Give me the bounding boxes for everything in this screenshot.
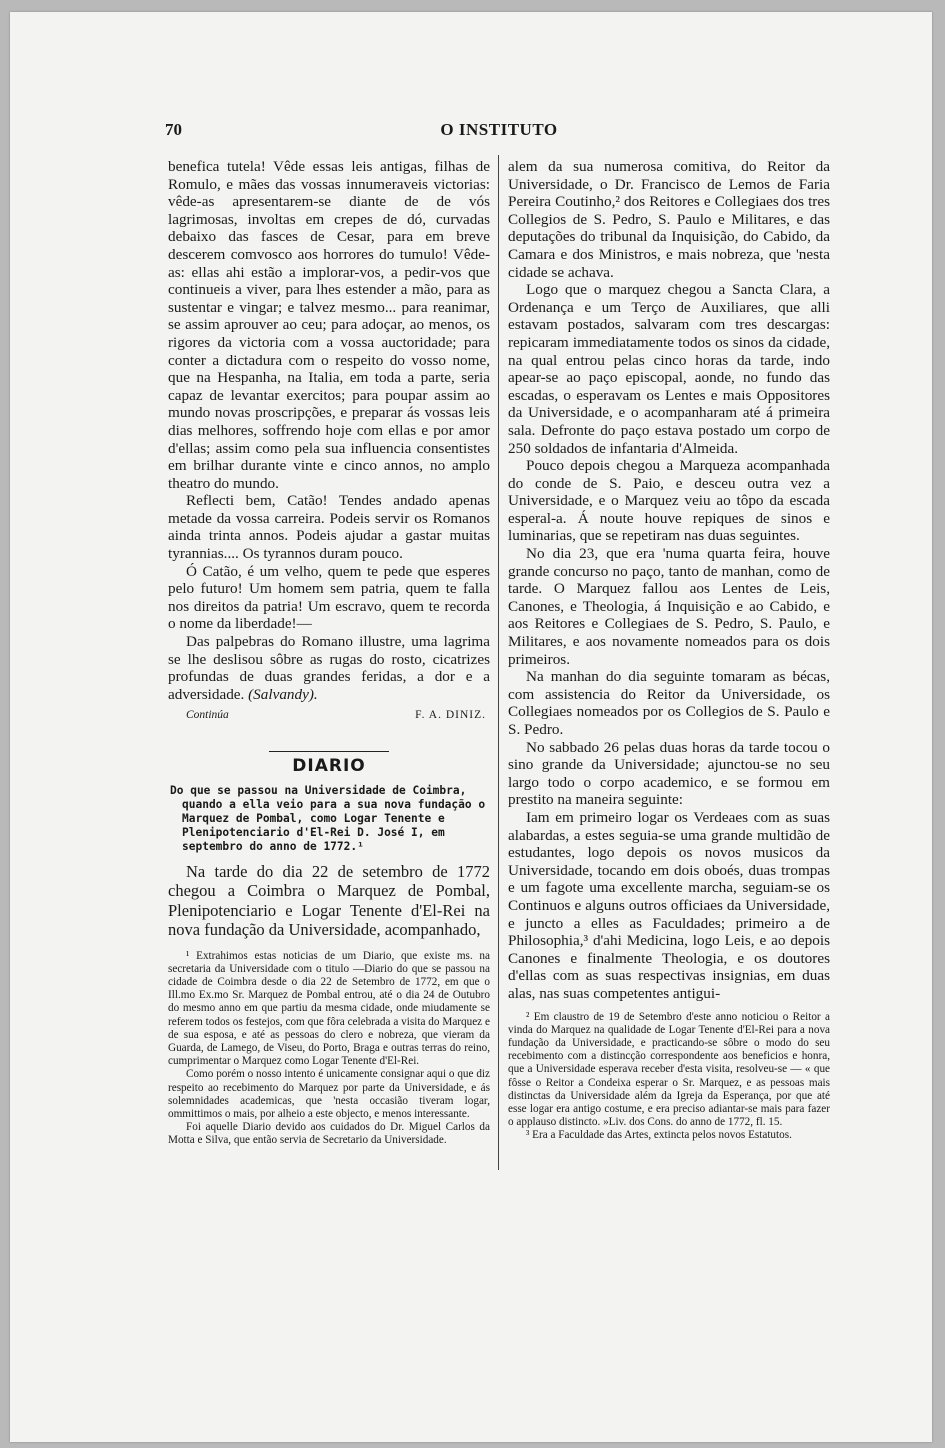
paragraph: benefica tutela! Vêde essas leis antigas, filhas de Romulo, e mães das vossas innumeraveis victorias: vêde-as apresentarem-se diante de de vós lagrimosas, involtas em crepes de dó, curvadas debaixo das fasces de Cesar, para em breve descerem comvosco aos horrores do tumulo! Vêde-as: ellas ahi estão a implorar-vos, a pedir-vos que continueis a viver, para lhes estender a mão, para as sustentar e vingar; e talvez mesmo... para reanimar, se assim aprouver ao ceu; para adoçar, ao menos, os rigores da victoria com a vossa auctoridade; para conter a dictadura com o respeito do vosso nome, que na Hespanha, na Italia, em toda a parte, seria capaz de levantar exercitos; para poupar assim ao mundo novas proscripções, e preparar ás vossas leis dias melhores, soffrendo hoje com ellas e por amor d'ellas; assim como pela sua influencia consentistes em brilhar durante vinte e cinco annos, no amplo theatro do mundo.	[168, 158, 490, 492]
journal-title: O INSTITUTO	[440, 120, 558, 139]
paragraph-text: Das palpebras do Romano illustre, uma lagrima se lhe deslisou sôbre as rugas do rosto, cicatrizes profundas de duas grandes feridas, a dor e a adversidade.	[168, 633, 490, 703]
footnote: ³ Era a Faculdade das Artes, extincta pelos novos Estatutos.	[526, 1129, 792, 1142]
footnotes-left	[168, 950, 490, 1148]
page-header	[165, 120, 833, 142]
paragraph: Iam em primeiro logar os Verdeaes com as suas alabardas, a estes seguia-se uma grande multidão de estudantes, logo depois os novos musicos da Universidade, tocando em dois oboés, duas trompas e um fagote uma excellente marcha, seguiam-se os Continuos e alguns outros officiaes da Universidade, e juncto a elles as Faculdades; primeiro a de Philosophia,³ d'ahi Medicina, logo Leis, e ao depois Canones e finalmente Theologia, e os doutores d'ellas com as suas respectivas insignias, em duas alas, nas suas competentes antigui-	[508, 808, 830, 1002]
paragraph: Pouco depois chegou a Marqueza acompanhada do conde de S. Paio, e desceu outra vez a Universidade, e o Marquez veiu ao tôpo da escada esperal-a. Á noute houve repiques de sinos e luminarias, que se repetiram nas duas seguintes.	[508, 457, 830, 545]
paragraph: No dia 23, que era 'numa quarta feira, houve grande concurso no paço, tanto de manhan, como de tarde. O Marquez fallou aos Lentes de Leis, Canones, e Theologia, á Inquisição e ao Cabido, e aos Reitores e Collegiaes de S. Pedro, S. Paulo, e Militares, e aos novamente nomeados para os dois primeiros.	[508, 545, 830, 668]
footnote: ² Em claustro de 19 de Setembro d'este anno noticiou o Reitor a vinda do Marquez na qualidade de Logar Tenente d'El-Rei para a nova fundação da Universidade, e practicando-se sôbre o modo do seu recebimento com a distincção correspondente aos beneficios e honra, que a Universidade esperava receber d'esta visita, resolveu-se — « que fôsse o Reitor a Condeixa esperar o Sr. Marquez, e as pessoas mais distinctas da Universidade além da Igreja da Esperança, por que até esse logar era antigo costume, e era preciso adiantar-se mais para fazer o applauso distincto. »Liv. dos Cons. do anno de 1772, fl. 15.	[508, 1010, 830, 1129]
paragraph: alem da sua numerosa comitiva, do Reitor da Universidade, o Dr. Francisco de Lemos de Faria Pereira Coutinho,² dos Reitores e Collegiaes dos tres Collegios de S. Pedro, S. Paulo e Militares, e das deputações do tribunal da Inquisição, do Cabido, da Camara e dos Ministros, e mais nobreza, que 'nesta cidade se achava.	[508, 158, 830, 281]
footnote: Como porém o nosso intento é unicamente consignar aqui o que diz respeito ao recebimento do Marquez por parte da Universidade, e ás solemnidades academicas, que 'nesta occasião tiveram logar, ommittimos o mais, por alheio a este objecto, e menos interessante.	[168, 1068, 490, 1121]
paragraph: Ó Catão, é um velho, quem te pede que esperes pelo futuro! Um homem sem patria, quem te falla nos direitos da patria! Um escravo, quem te recorda o nome da liberdade!—	[168, 562, 490, 633]
signature-line	[168, 707, 490, 725]
paragraph: Na manhan do dia seguinte tomaram as bécas, com assistencia do Reitor da Universidade, os Collegiaes nomeados por os Collegios de S. Paulo e S. Pedro.	[508, 668, 830, 738]
column-divider	[498, 155, 499, 1170]
section-subtitle: Do que se passou na Universidade de Coimbra, quando a ella veio para a sua nova fundação o Marquez de Pombal, como Logar Tenente e Plenipotenciario d'El-Rei D. José I, em septembro do anno de 1772.¹	[170, 783, 486, 853]
footnotes-right	[508, 1011, 830, 1143]
paragraph: No sabbado 26 pelas duas horas da tarde tocou o sino grande da Universidade; ajunctou-se no seu largo todo o corpo academico, e se formou em prestito na maneira seguinte:	[508, 738, 830, 809]
paragraph: Reflecti bem, Catão! Tendes andado apenas metade da vossa carreira. Podeis servir os Romanos ainda trinta annos. Podeis ajudar a gastar muitas tyrannias.... Os tyrannos duram pouco.	[168, 492, 490, 563]
continua-note: Continúa	[186, 709, 229, 722]
left-column	[168, 158, 490, 1148]
section-title: DIARIO	[292, 756, 366, 776]
right-column	[508, 158, 830, 1143]
page-number: 70	[165, 120, 182, 139]
footnote: Foi aquelle Diario devido aos cuidados do Dr. Miguel Carlos da Motta e Silva, que então servia de Secretario da Universidade.	[168, 1121, 490, 1147]
paragraph	[168, 633, 490, 703]
author-name: F. A. DINIZ.	[415, 709, 486, 722]
paragraph: Logo que o marquez chegou a Sancta Clara, a Ordenança e um Terço de Auxiliares, que alli estavam postados, salvaram com tres descargas: repicaram immediatamente todos os sinos da cidade, na qual entrou pelas cinco horas da tarde, indo apear-se ao paço episcopal, aonde, no fundo das escadas, o esperavam os Lentes e mais Oppositores da Universidade, e o acompanharam até á primeira sala. Defronte do paço estava postado um corpo de 250 soldados de infantaria d'Almeida.	[508, 281, 830, 457]
section-rule	[269, 751, 389, 752]
footnote: ¹ Extrahimos estas noticias de um Diario, que existe ms. na secretaria da Universidade com o titulo —Diario do que se passou na cidade de Coimbra desde o dia 22 de Setembro de 1772, em que o Ill.mo Ex.mo Sr. Marquez de Pombal entrou, até o dia 24 de Outubro do mesmo anno em que partiu da mesma cidade, onde miudamente se referem todos os festejos, com que fôra celebrada a visita do Marquez e de sua esposa, e até as pessoas do clero e nobreza, que vieram da Guarda, de Lamego, de Viseu, do Porto, Braga e outras terras do reino, cumprimentar o Marquez como Logar Tenente d'El-Rei.	[168, 949, 490, 1068]
quote-source: (Salvandy).	[248, 685, 318, 703]
lead-paragraph: Na tarde do dia 22 de setembro de 1772 chegou a Coimbra o Marquez de Pombal, Plenipotenciario e Logar Tenente d'El-Rei na nova fundação da Universidade, acompanhado,	[168, 861, 490, 940]
